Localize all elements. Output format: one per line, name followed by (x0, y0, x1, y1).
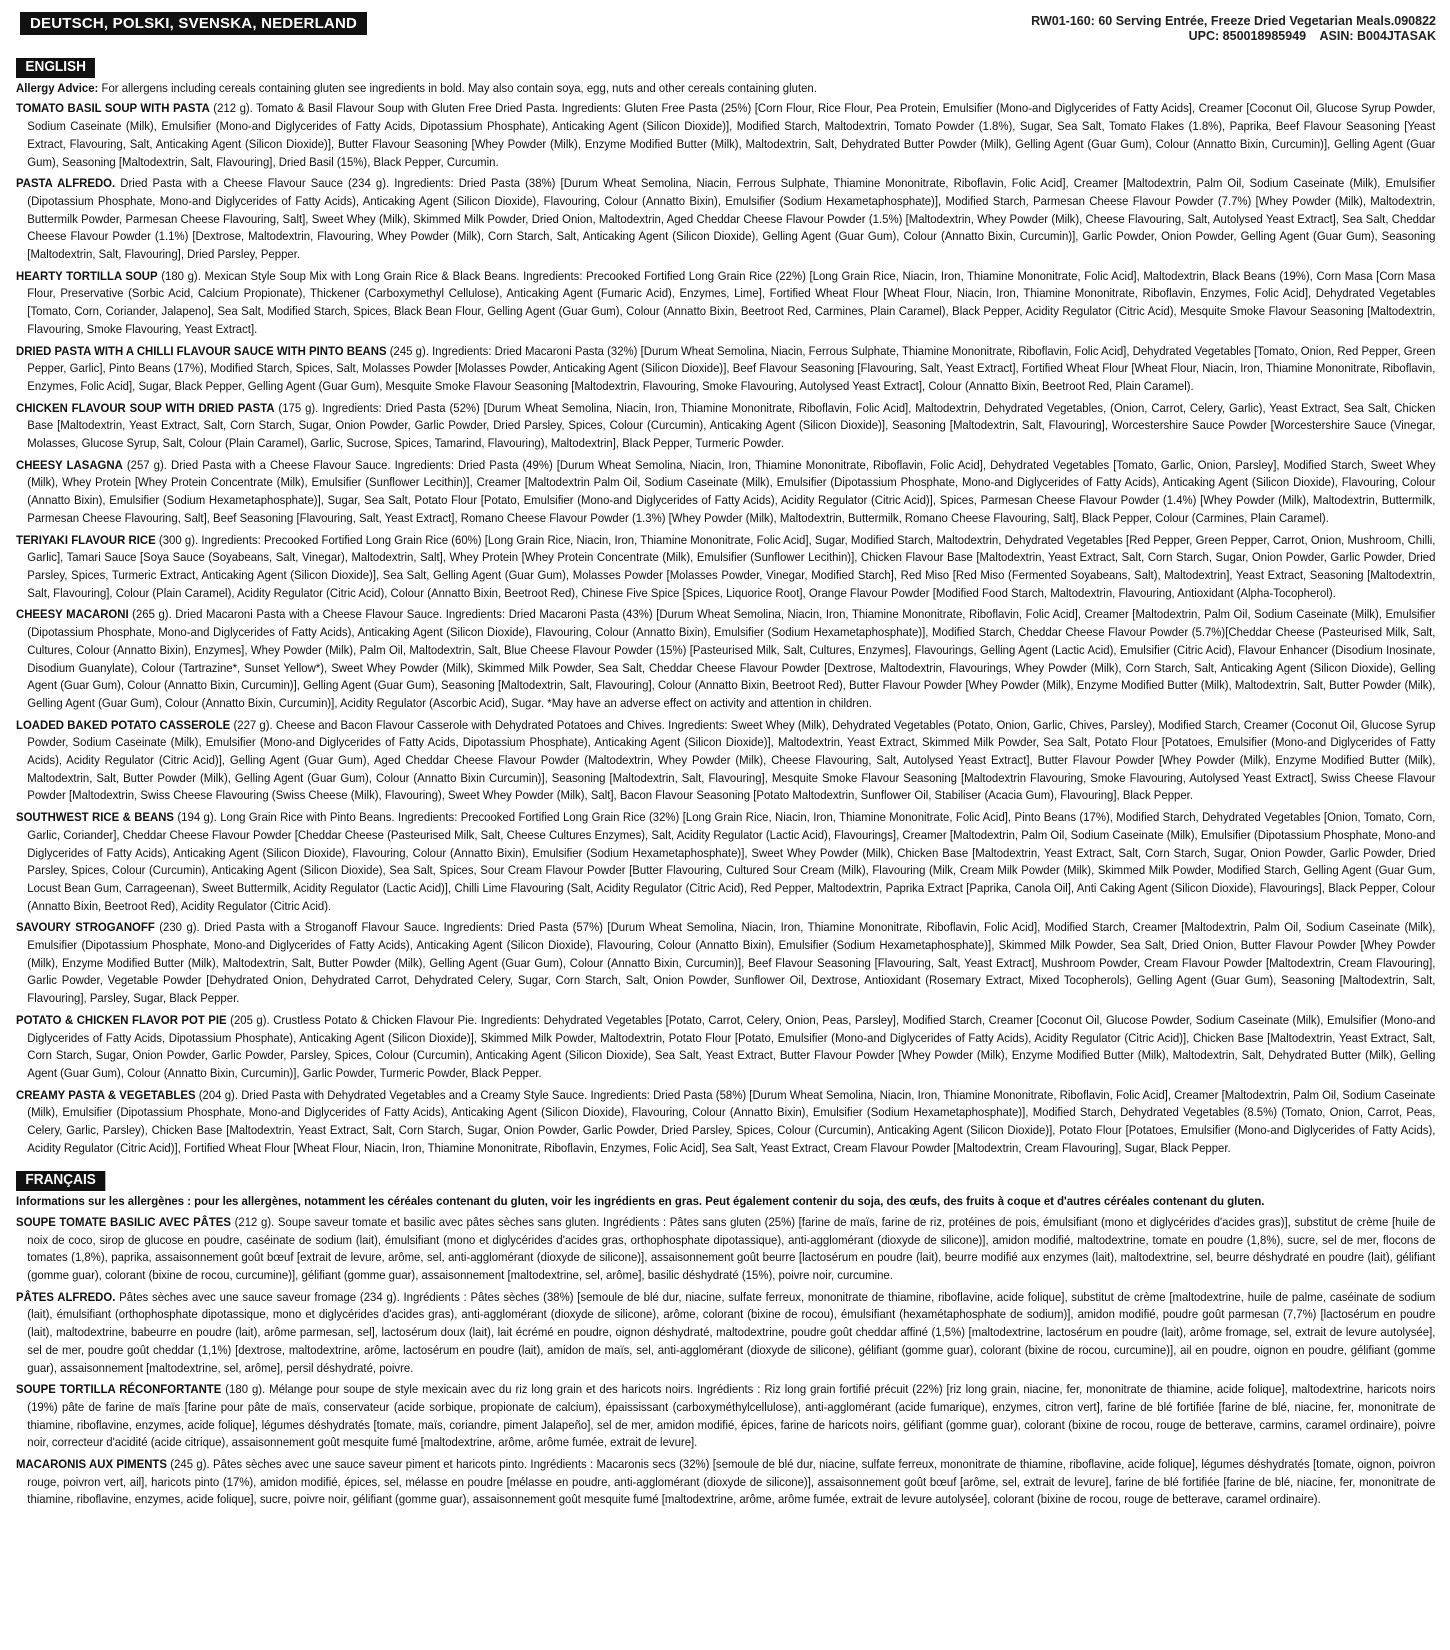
ingredient-entry (16, 1087, 1435, 1158)
ingredient-entry (16, 1381, 1435, 1452)
product-name: POTATO & CHICKEN FLAVOR POT PIE (16, 1012, 227, 1027)
ingredient-text: (245 g). Pâtes sèches avec une sauce saveur piment et haricots pinto. Ingrédients : Macaronis secs (32%) [semoule de blé dur, niacine, sulfate ferreux, mononitrate de thiamine, riboflavine, acide folique], légumes déshydratés [tomate, oignon, poivron rouge, poivron vert, ail], haricots pinto (17%), amidon modifié, épices, sel, mélasse en poudre [mélasse en poudre, anti-agglomérant (dioxyde de silicone)], assaisonnement goût bœuf [arôme, sel, extrait de levure], farine de blé fortifiée [farine de blé, niacine, fer, mononitrate de thiamine, riboflavine, enzymes, acide folique], sucre, poivre noir, gélifiant (gomme guar), assaisonnement goût mesquite fumé [maltodextrine, arôme, arôme fumée, extrait de levure autolysée], colorant (bixine de rocou, rouge de betterave, caramel ordinaire). (27, 1457, 1436, 1507)
ingredient-entry (16, 919, 1435, 1008)
ingredient-entry (16, 606, 1435, 712)
ingredient-text: (257 g). Dried Pasta with a Cheese Flavour Sauce. Ingredients: Dried Pasta (49%) [Durum Wheat Semolina, Niacin, Iron, Thiamine Mononitrate, Riboflavin, Folic Acid], Dehydrated Vegetables [Tomato, Garlic, Onion, Parsley], Modified Starch, Sweet Whey (Milk), Whey Protein [Whey Protein Concentrate (Milk), Emulsifier (Sunflower Lecithin)], Creamer [Maltodextrin Palm Oil, Sodium Caseinate (Milk), Emulsifier (Dipotassium Phosphate, Mono-and Diglycerides of Fatty Acids), Anticaking Agent (Silicon Dioxide), Flavouring, Colour (Annatto Bixin), Emulsifier (Sodium Hexametaphosphate)], Sugar, Sea Salt, Potato Flour [Potato, Emulsifier (Mono-and Diglycerides of Fatty Acids), Acidity Regulator (Citric Acid)], Spices, Parmesan Cheese Flavour Powder (1.4%) [Whey Powder (Milk), Maltodextrin, Buttermilk, Parmesan Cheese Flavouring, Salt], Beef Seasoning [Flavouring, Salt, Yeast Extract], Romano Cheese Flavour Powder (1.3%) [Whey Powder (Milk), Maltodextrin, Buttermilk, Romano Cheese Flavouring, Salt], Black Pepper, Colour (Carmines, Plain Caramel). (27, 457, 1436, 525)
ingredient-entry (16, 1289, 1435, 1378)
ingredient-text: (204 g). Dried Pasta with Dehydrated Vegetables and a Creamy Style Sauce. Ingredients: Dried Pasta (58%) [Durum Wheat Semolina, Niacin, Iron, Thiamine Mononitrate, Riboflavin, Folic Acid], Creamer [Maltodextrin, Palm Oil, Sodium Caseinate (Milk), Emulsifier (Dipotassium Phosphate, Mono-and Diglycerides of Fatty Acids), Anticaking Agent (Silicon Dioxide), Flavouring, Colour (Annatto Bixin), Emulsifier (Sodium Hexametaphosphate)], Modified Starch, Dehydrated Vegetables (8.5%) (Tomato, Onion, Carrot, Peas, Celery, Garlic, Parsley), Chicken Base [Maltodextrin, Yeast Extract, Salt, Corn Starch, Sugar, Onion Powder, Garlic Powder, Dried Parsley, Spices, Colour (Curcumin), Anticaking Agent (Silicon Dioxide)], Potato Flour [Potatoes, Emulsifier (Mono-and Diglycerides of Fatty Acids), Acidity Regulator (Citric Acid)], Fortified Wheat Flour [Wheat Flour, Niacin, Iron, Thiamine Mononitrate, Riboflavin, Enzymes, Folic Acid], Sea Salt, Yeast Extract, Cream Flavour Powder [Maltodextrin, Cream Flavouring], Sugar, Black Pepper. (27, 1087, 1436, 1155)
ingredient-text: (230 g). Dried Pasta with a Stroganoff Flavour Sauce. Ingredients: Dried Pasta (57%) [Durum Wheat Semolina, Niacin, Iron, Thiamine Mononitrate, Riboflavin, Folic Acid], Modified Starch, Creamer [Maltodextrin, Palm Oil, Sodium Caseinate (Milk), Emulsifier (Dipotassium Phosphate, Mono-and Diglycerides of Fatty Acids), Anticaking Agent (Silicon Dioxide), Flavouring, Colour (Annatto Bixin), Emulsifier (Sodium Hexametaphosphate)], Skimmed Milk Powder, Sea Salt, Dried Onion, Butter Flavour Powder [Whey Powder (Milk), Enzyme Modified Butter (Milk), Maltodextrin, Salt, Butter Powder (Milk), Gelling Agent (Guar Gum), Colour (Annatto Bixin, Curcumin)], Beef Flavour Seasoning [Flavouring, Salt, Yeast Extract], Mushroom Powder, Cream Flavour Powder [Maltodextrin, Cream Flavouring], Garlic Powder, Vegetable Powder [Dehydrated Onion, Dehydrated Carrot, Dehydrated Celery, Sugar, Corn Starch, Salt, Onion Powder, Sunflower Oil, Dextrose, Antioxidant (Rosemary Extract, Mixed Tocopherols), Gelling Agent (Guar Gum), Seasoning [Maltodextrin, Salt, Flavouring], Parsley, Sugar, Black Pepper. (27, 920, 1436, 1006)
product-name: SOUTHWEST RICE & BEANS (16, 810, 174, 825)
ingredient-entry (16, 175, 1435, 264)
ingredient-entry (16, 532, 1435, 603)
francais-heading: FRANÇAIS (16, 1171, 105, 1191)
product-name: CHICKEN FLAVOUR SOUP WITH DRIED PASTA (16, 400, 275, 415)
ingredient-text: (205 g). Crustless Potato & Chicken Flavour Pie. Ingredients: Dehydrated Vegetables [Potato, Carrot, Celery, Onion, Peas, Parsley], Modified Starch, Creamer [Coconut Oil, Glucose Powder, Sodium Caseinate (Milk), Emulsifier (Mono-and Diglycerides of Fatty Acids, Dipotassium Phosphate), Anticaking Agent (Silicon Dioxide)], Skimmed Milk Powder, Maltodextrin, Potato Flour [Potato, Emulsifier (Mono-and Diglycerides of Fatty Acids), Acidity Regulator (Citric Acid)], Chicken Base [Maltodextrin, Yeast Extract, Salt, Corn Starch, Sugar, Onion Powder, Garlic Powder, Parsley, Spices, Colour (Curcumin), Anticaking Agent (Silicon Dioxide), Sea Salt, Yeast Extract, Butter Flavour Powder [Whey Powder (Milk), Enzyme Modified Butter (Milk), Maltodextrin, Salt, Dehydrated Butter (Milk), Gelling Agent (Guar Gum), Colour (Annatto Bixin, Curcumin)], Garlic Powder, Turmeric Powder, Black Pepper. (27, 1012, 1436, 1080)
product-meta (1031, 14, 1436, 44)
ingredient-text: (245 g). Ingredients: Dried Macaroni Pasta (32%) [Durum Wheat Semolina, Niacin, Ferrous Sulphate, Thiamine Mononitrate, Riboflavin, Folic Acid], Dehydrated Vegetables [Tomato, Onion, Red Pepper, Green Pepper, Garlic], Pinto Beans (17%), Modified Starch, Spices, Salt, Molasses Powder [Molasses Powder, Anticaking Agent (Silicon Dioxide)], Beef Flavour Seasoning [Flavouring, Salt, Yeast Extract], Fortified Wheat Flour [Wheat Flour, Niacin, Iron, Thiamine Mononitrate, Riboflavin, Enzymes, Folic Acid], Sugar, Black Pepper, Gelling Agent (Guar Gum), Mesquite Smoke Flavour Seasoning [Maltodextrin, Flavouring, Smoke Flavouring, Autolysed Yeast Extract], Colour (Annatto Bixin, Beetroot Red, Plain Caramel). (27, 343, 1436, 393)
ingredient-text: (194 g). Long Grain Rice with Pinto Beans. Ingredients: Precooked Fortified Long Grain Rice (32%) [Long Grain Rice, Niacin, Iron, Thiamine Mononitrate, Folic Acid], Pinto Beans (17%), Modified Starch, Dehydrated Vegetables [Onion, Tomato, Corn, Garlic, Coriander], Cheddar Cheese Flavour Powder [Cheddar Cheese (Pasteurised Milk, Salt, Cheese Cultures Enzymes), Salt, Acidity Regulator (Lactic Acid), Flavourings], Creamer [Maltodextrin, Palm Oil, Sodium Caseinate (Milk), Emulsifier (Dipotassium Phosphate, Mono-and Diglycerides of Fatty Acids), Anticaking Agent (Silicon Dioxide), Flavouring, Colour (Annatto Bixin), Emulsifier (Sodium Hexametaphosphate)], Sweet Whey Powder (Milk), Chicken Base [Maltodextrin, Yeast Extract, Salt, Corn Starch, Sugar, Onion Powder, Garlic Powder, Dried Parsley, Spices, Colour (Curcumin), Anticaking Agent (Silicon Dioxide), Sea Salt, Spices, Sour Cream Flavour Powder [Butter Flavouring, Cultured Sour Cream (Milk), Flavouring (Milk, Cream Milk Powder (Milk), Skimmed Milk Powder, Modified Starch, Gelling Agent (Guar Gum, Locust Bean Gum, Carrageenan), Sweet Buttermilk, Acidity Regulator (Lactic Acid)], Chilli Lime Flavouring (Salt, Acidity Regulator (Citric Acid), Red Pepper, Maltodextrin, Paprika Extract [Paprika, Canola Oil], Anti Caking Agent (Silicon Dioxide), Flavourings], Black Pepper, Colour (Annatto Bixin, Beetroot Red), Acidity Regulator (Citric Acid). (27, 810, 1436, 913)
ingredient-text: (180 g). Mélange pour soupe de style mexicain avec du riz long grain et des haricots noirs. Ingrédients : Riz long grain fortifié précuit (22%) [riz long grain, niacine, fer, mononitrate de thiamine, acide folique], maltodextrine, haricots noirs (19%) pâte de farine de maïs [farine pour pâte de maïs, conservateur (acide sorbique, propionate de calcium), épaississant (carboxyméthylcellulose), anti-agglomérant (acide fumarique), enzymes, citron vert], farine de blé fortifiée [farine de blé, niacine, fer, mononitrate de thiamine, riboflavine, enzymes, acide folique], légumes déshydratés [tomate, maïs, coriandre, piment Jalapeño], sel de mer, amidon modifié, épices, farine de haricots noirs, gélifiant (gomme guar), colorant (bixine de rocou, rouge de betterave, carmins, caramel ordinaire), poivre noir, correcteur d'acidité (acide citrique), assaisonnement goût mesquite fumé [maltodextrine, arôme, arôme fumée, extrait de levure]. (27, 1382, 1436, 1450)
product-name: PÂTES ALFREDO. (16, 1289, 116, 1304)
product-name: SOUPE TORTILLA RÉCONFORTANTE (16, 1382, 222, 1397)
product-name: TOMATO BASIL SOUP WITH PASTA (16, 101, 210, 116)
ingredient-entry (16, 343, 1435, 396)
ingredient-text: (265 g). Dried Macaroni Pasta with a Cheese Flavour Sauce. Ingredients: Dried Macaroni Pasta (43%) [Durum Wheat Semolina, Niacin, Iron, Thiamine Mononitrate, Riboflavin, Folic Acid], Creamer [Maltodextrin, Palm Oil, Sodium Caseinate (Milk), Emulsifier (Dipotassium Phosphate, Mono-and Diglycerides of Fatty Acids), Anticaking Agent (Silicon Dioxide), Flavouring, Colour (Annatto Bixin), Emulsifier (Sodium Hexametaphosphate)], Modified Starch, Cheddar Cheese Flavour Powder (5.7%)[Cheddar Cheese (Pasteurised Milk, Salt, Cultures, Colour (Annatto Bixin), Enzymes], Whey Powder (Milk), Palm Oil, Maltodextrin, Salt, Blue Cheese Flavour Powder (15%) [Pasteurised Milk, Salt, Cultures, Enzymes], Flavourings, Gelling Agent (Lactic Acid), Emulsifier (Citric Acid), Flavour Enhancer (Disodium Inosinate, Disodium Guanylate), Colour (Tartrazine*, Sunset Yellow*), Sweet Whey Powder (Milk), Skimmed Milk Powder, Sea Salt, Cheddar Cheese Flavour Powder [Dextrose, Maltodextrin, Flavourings, Whey Powder (Milk), Corn Starch, Salt, Anticaking Agent (Silicon Dioxide), Gelling Agent (Guar Gum), Colour (Annatto Bixin, Curcumin)], Gelling Agent (Guar Gum), Seasoning [Maltodextrin, Salt, Flavouring], Colour (Annatto Bixin, Beetroot Red), Butter Flavour Powder [Whey Powder (Milk), Enzyme Modified Butter (Milk), Maltodextrin, Salt, Butter Powder (Milk), Gelling Agent (Guar Gum), Colour (Annatto Bixin, Curcumin)], Acidity Regulator (Ascorbic Acid), Sugar. *May have an adverse effect on activity and attention in children. (27, 607, 1436, 710)
english-entries (16, 100, 1435, 1157)
product-line: RW01-160: 60 Serving Entrée, Freeze Dried Vegetarian Meals.090822 (1031, 14, 1436, 28)
ingredient-entry (16, 717, 1435, 806)
product-codes: UPC: 850018985949 ASIN: B004JTASAK (1188, 29, 1436, 43)
ingredient-entry (16, 809, 1435, 915)
allergy-advice-text: For allergens including cereals containing gluten see ingredients in bold. May also contain soya, egg, nuts and other cereals containing gluten. (101, 80, 817, 95)
ingredient-entry (16, 100, 1435, 171)
product-name: MACARONIS AUX PIMENTS (16, 1457, 167, 1472)
product-name: HEARTY TORTILLA SOUP (16, 268, 158, 283)
ingredient-text: Dried Pasta with a Cheese Flavour Sauce (234 g). Ingredients: Dried Pasta (38%) [Durum Wheat Semolina, Niacin, Ferrous Sulphate, Thiamine Mononitrate, Riboflavin, Folic Acid], Creamer [Maltodextrin, Palm Oil, Sodium Caseinate (Milk), Emulsifier (Dipotassium Phosphate, Mono-and Diglycerides of Fatty Acids), Anticaking Agent (Silicon Dioxide), Flavouring, Colour (Annatto Bixin), Emulsifier (Sodium Hexametaphosphate)], Modified Starch, Parmesan Cheese Flavour Powder (7.7%) [Whey Powder (Milk), Maltodextrin, Buttermilk Powder, Parmesan Cheese Flavouring, Salt], Sweet Whey (Milk), Skimmed Milk Powder, Dried Onion, Maltodextrin, Aged Cheddar Cheese Flavour Powder (1.5%) [Maltodextrin, Whey Powder (Milk), Cheese Flavouring, Salt, Autolysed Yeast Extract], Sea Salt, Cheddar Cheese Flavour Powder (1.1%) [Dextrose, Maltodextrin, Flavouring, Whey Powder (Milk), Corn Starch, Salt, Anticaking Agent (Silicon Dioxide), Gelling Agent (Guar Gum), Colour (Annatto Bixin, Curcumin)], Garlic Powder, Onion Powder, Gelling Agent (Guar Gum), Seasoning [Maltodextrin, Salt, Flavouring], Dried Parsley, Pepper. (27, 176, 1436, 262)
ingredient-entry (16, 268, 1435, 339)
ingredient-entry (16, 1214, 1435, 1285)
ingredient-text: (212 g). Tomato & Basil Flavour Soup with Gluten Free Dried Pasta. Ingredients: Gluten Free Pasta (25%) [Corn Flour, Rice Flour, Pea Protein, Emulsifier (Mono-and Diglycerides of Fatty Acids], Creamer [Coconut Oil, Glucose Syrup Powder, Sodium Caseinate (Milk), Emulsifier (Mono-and Diglycerides of Fatty Acids, Dipotassium Phosphate), Anticaking Agent (Silicon Dioxide)], Modified Starch, Maltodextrin, Tomato Powder (1.8%), Sugar, Sea Salt, Tomato Flakes (1.8%), Paprika, Beef Flavour Seasoning [Yeast Extract, Flavouring, Salt, Anticaking Agent (Silicon Dioxide)], Butter Flavour Seasoning [Whey Powder (Milk), Enzyme Modified Butter (Milk), Maltodextrin, Salt, Dehydrated Butter Powder (Milk), Gelling Agent (Guar Gum), Colour (Annatto Bixin, Curcumin)], Gelling Agent (Guar Gum), Seasoning [Maltodextrin, Salt, Flavouring], Dried Basil (15%), Black Pepper, Curcumin. (27, 101, 1436, 169)
ingredients-document (16, 58, 1435, 1513)
english-allergy-advice (16, 80, 1435, 98)
francais-entries (16, 1214, 1435, 1509)
product-name: PASTA ALFREDO. (16, 176, 116, 191)
ingredient-text: (175 g). Ingredients: Dried Pasta (52%) [Durum Wheat Semolina, Niacin, Iron, Thiamine Mononitrate, Riboflavin, Folic Acid], Maltodextrin, Dehydrated Vegetables, (Onion, Carrot, Celery, Garlic), Yeast Extract, Sea Salt, Chicken Base [Maltodextrin, Yeast Extract, Salt, Corn Starch, Sugar, Onion Powder, Garlic Powder, Dried Parsley, Spices, Colour (Curcumin), Anticaking Agent (Silicon Dioxide)], Seasoning [Maltodextrin, Salt, Flavouring], Worcestershire Sauce Powder [Worcestershire Sauce (Vinegar, Molasses, Glucose Syrup, Salt, Colour (Plain Caramel), Garlic, Sucrose, Spices, Tamarind, Flavouring), Maltodextrin], Black Pepper, Turmeric Powder. (27, 400, 1436, 451)
product-name: SAVOURY STROGANOFF (16, 920, 155, 935)
product-name: CREAMY PASTA & VEGETABLES (16, 1087, 196, 1102)
product-name: SOUPE TOMATE BASILIC AVEC PÂTES (16, 1214, 231, 1229)
english-heading: ENGLISH (16, 58, 95, 78)
languages-tab: DEUTSCH, POLSKI, SVENSKA, NEDERLAND (20, 12, 367, 35)
product-name: CHEESY MACARONI (16, 607, 129, 622)
product-name: TERIYAKI FLAVOUR RICE (16, 532, 156, 547)
allergy-advice-label: Allergy Advice: (16, 80, 99, 95)
ingredient-text: Pâtes sèches avec une sauce saveur fromage (234 g). Ingrédients : Pâtes sèches (38%) [semoule de blé dur, niacine, sulfate ferreux, mononitrate de thiamine, riboflavine, acide folique], substitut de crème [maltodextrine, huile de palme, caséinate de sodium (lait), émulsifiant (orthophosphate dipotassique, mono et diglycérides d'acides gras), anti-agglomérant (dioxyde de silicone), arôme, colorant (bixine de rocou), émulsifiant (hexamétaphosphate de sodium)], amidon modifié, poudre goût parmesan (7,7%) [lactosérum en poudre (lait), maltodextrine, babeurre en poudre (lait), arôme parmesan, sel], lactosérum doux (lait), lait écrémé en poudre, oignon déshydraté, maltodextrine, poudre goût cheddar affiné (1,5%) [maltodextrine, lactosérum en poudre (lait), arôme fromage, sel, extrait de levure autolysée], sel de mer, poudre goût cheddar (1,1%) [dextrose, maltodextrine, arôme, lactosérum en poudre (lait), amidon de maïs, sel, anti-agglomérant (dioxyde de silicone), gélifiant (gomme guar), colorant (bixine de rocou, curcumine)], ail en poudre, oignon en poudre, gélifiant (gomme guar), assaisonnement [maltodextrine, sel, arôme], persil déshydraté, poivre. (27, 1289, 1436, 1375)
product-name: DRIED PASTA WITH A CHILLI FLAVOUR SAUCE WITH PINTO BEANS (16, 343, 387, 358)
ingredient-entry (16, 1456, 1435, 1509)
product-name: CHEESY LASAGNA (16, 457, 123, 472)
ingredient-entry (16, 400, 1435, 453)
product-name: LOADED BAKED POTATO CASSEROLE (16, 717, 231, 732)
ingredient-text: (227 g). Cheese and Bacon Flavour Casserole with Dehydrated Potatoes and Chives. Ingredients: Sweet Whey (Milk), Dehydrated Vegetables (Potato, Onion, Garlic, Chives, Parsley), Modified Starch, Creamer (Coconut Oil, Glucose Syrup Powder, Sodium Caseinate (Milk), Emulsifier (Mono-and Diglycerides of Fatty Acids, Dipotassium Phosphate), Anticaking Agent (Silicon Dioxide)], Maltodextrin, Yeast Extract, Skimmed Milk Powder, Sea Salt, Potato Flour [Potatoes, Emulsifier (Mono-and Diglycerides of Fatty Acids), Acidity Regulator (Citric Acid)], Gelling Agent (Guar Gum), Aged Cheddar Cheese Flavour Powder (Maltodextrin, Whey Powder (Milk), Cheese Flavouring, Salt, Autolysed Yeast Extract], Butter Flavour Powder [Whey Powder (Milk), Enzyme Modified Butter (Milk), Maltodextrin, Salt, Butter Powder (Milk), Gelling Agent (Guar Gum), Colour (Annatto Bixin Curcumin)], Seasoning [Maltodextrin, Salt, Flavouring], Mesquite Smoke Flavour Seasoning [Maltodextrin Flavouring, Smoke Flavouring, Autolysed Yeast Extract], Swiss Cheese Flavour Powder [Maltodextrin, Swiss Cheese Flavouring (Swiss Cheese (Milk), Flavouring), Sweet Whey Powder (Milk), Salt], Bacon Flavour Seasoning [Potato Maltodextrin, Sunflower Oil, Stabiliser (Acacia Gum), Flavouring], Black Pepper. (27, 717, 1436, 803)
ingredient-entry (16, 457, 1435, 528)
ingredient-text: (300 g). Ingredients: Precooked Fortified Long Grain Rice (60%) [Long Grain Rice, Niacin, Iron, Thiamine Mononitrate, Folic Acid], Sugar, Modified Starch, Maltodextrin, Dehydrated Vegetables [Red Pepper, Green Pepper, Carrot, Onion, Mushroom, Chilli, Garlic], Tamari Sauce [Soya Sauce (Soyabeans, Salt, Vinegar), Maltodextrin, Salt], Whey Protein [Whey Protein Concentrate (Milk), Emulsifier (Sunflower Lecithin)], Chicken Flavour Base [Maltodextrin, Yeast Extract, Salt, Corn Starch, Sugar, Onion Powder, Garlic Powder, Dried Parsley, Spices, Turmeric Extract, Anticaking Agent (Silicon Dioxide)], Sea Salt, Gelling Agent (Guar Gum), Molasses Powder [Molasses Powder, Vinegar, Modified Starch], Red Miso [Red Miso (Fermented Soyabeans, Salt), Maltodextrin], Yeast Extract, Seasoning [Maltodextrin, Salt, Flavouring], Colour (Plain Caramel), Acidity Regulator (Citric Acid), Colour (Annatto Bixin, Beetroot Red), Chinese Five Spice [Spices, Liquorice Root], Orange Flavour Powder [Modified Food Starch, Maltodextrin, Flavouring, Antioxidant (Alpha-Tocopherol). (27, 532, 1436, 600)
ingredient-text: (212 g). Soupe saveur tomate et basilic avec pâtes sèches sans gluten. Ingrédients : Pâtes sans gluten (25%) [farine de maïs, farine de riz, protéines de pois, émulsifiant (mono et diglycérides d'acides gras)], substitut de crème [huile de noix de coco, sirop de glucose en poudre, caséinate de sodium (lait), émulsifiant (mono et diglycérides d'acides gras, orthophosphate dipotassique), anti-agglomérant (dioxyde de silicone)], amidon modifié, maltodextrine, tomate en poudre (1,8%), sucre, sel de mer, flocons de tomates (1,8%), paprika, assaisonnement goût bœuf [extrait de levure, arôme, sel, anti-agglomérant (dioxyde de silicone)], assaisonnement goût beurre [lactosérum en poudre (lait), beurre modifié aux enzymes (lait), maltodextrine, sel, beurre déshydraté en poudre (lait), gélifiant (gomme guar), colorant (bixine de rocou, curcumine)], gélifiant (gomme guar), assaisonnement [maltodextrine, sel, arôme], basilic déshydraté (15%), poivre noir, curcumine. (27, 1214, 1436, 1282)
francais-allergy-advice: Informations sur les allergènes : pour les allergènes, notamment les céréales contenant du gluten, voir les ingrédients en gras. Peut également contenir du soja, des œufs, des fruits à coque et d'autres céréales contenant du gluten. (16, 1194, 1265, 1209)
ingredient-entry (16, 1012, 1435, 1083)
ingredient-text: (180 g). Mexican Style Soup Mix with Long Grain Rice & Black Beans. Ingredients: Precooked Fortified Long Grain Rice (22%) [Long Grain Rice, Niacin, Iron, Thiamine Mononitrate, Folic Acid], Maltodextrin, Black Beans (19%), Corn Masa [Corn Masa Flour, Preservative (Sorbic Acid, Calcium Propionate), Thickener (Carboxymethyl Cellulose), Anticaking Agent (Fumaric Acid), Enzymes, Lime], Fortified Wheat Flour [Wheat Flour, Niacin, Iron, Thiamine Mononitrate, Riboflavin, Enzymes, Folic Acid], Dehydrated Vegetables [Tomato, Corn, Coriander, Jalapeno], Sea Salt, Modified Starch, Spices, Black Bean Flour, Gelling Agent (Guar Gum), Colour (Annatto Bixin, Beetroot Red, Carmines, Plain Caramel), Black Pepper, Acidity Regulator (Citric Acid), Mesquite Smoke Flavour Seasoning [Maltodextrin, Flavouring, Smoke Flavouring, Yeast Extract]. (27, 268, 1436, 336)
